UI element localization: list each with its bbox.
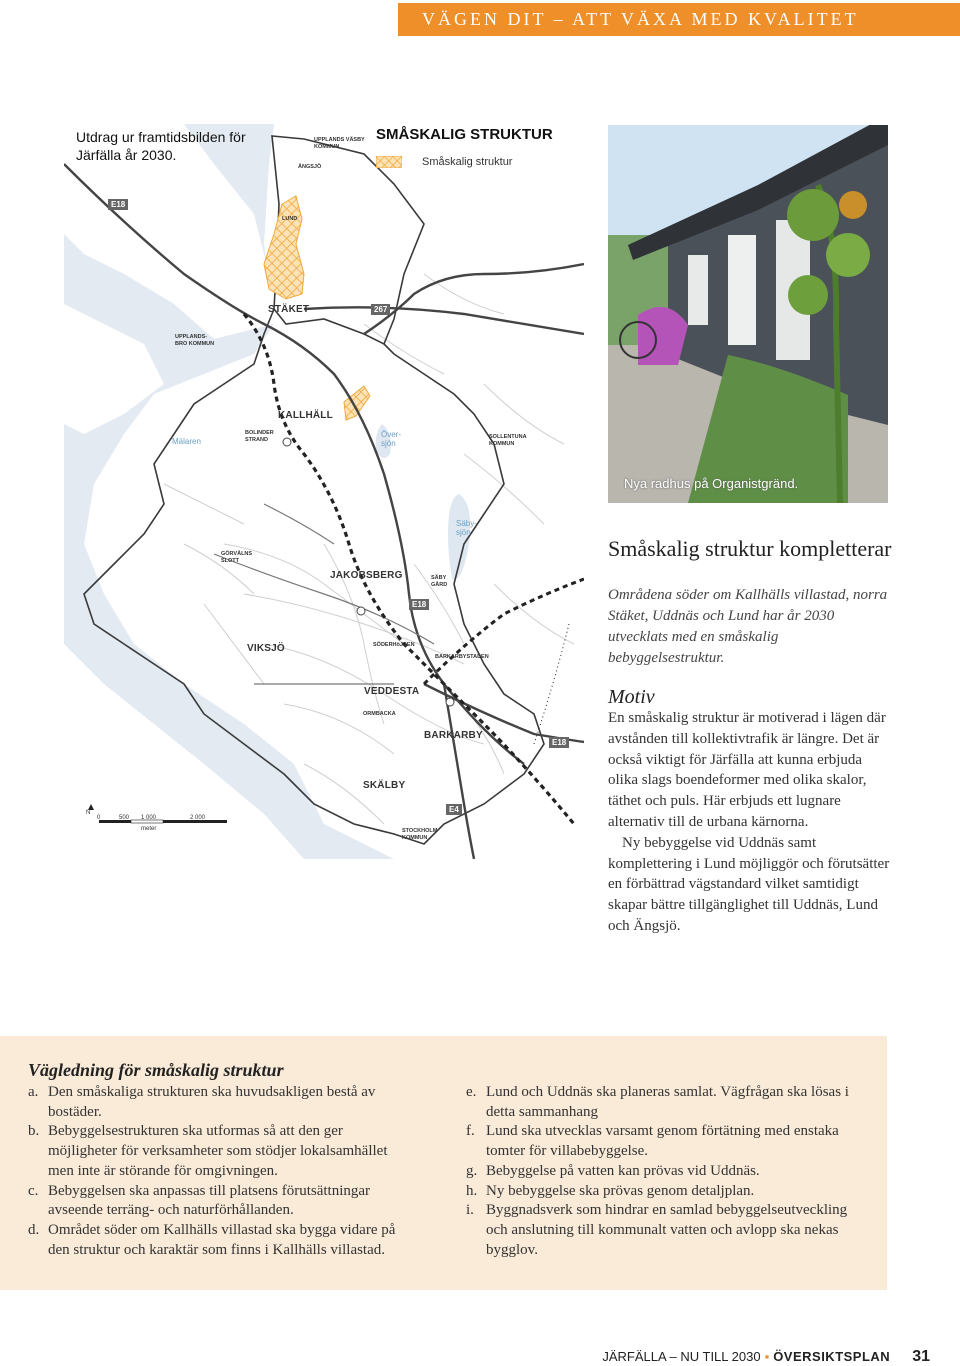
page-footer <box>602 1348 930 1366</box>
guidance-box <box>0 1036 887 1290</box>
item-text: Ny bebyggelse ska prövas genom detaljplan. <box>486 1182 755 1199</box>
item-letter: e. <box>466 1084 477 1100</box>
place-label: VEDDESTA <box>364 686 420 697</box>
guidance-list-right <box>466 1083 858 1260</box>
place-label-small: LUND <box>282 216 298 222</box>
body-paragraph: Ny bebyggelse vid Uddnäs samt komplettering i Lund möjliggör och förutsätter en förbättrad vägstandard vilket samtidigt skapar bättre tillgänglighet till Uddnäs, Lund och Ängsjö. <box>608 834 890 934</box>
guidance-heading: Vägledning för småskalig struktur <box>28 1060 284 1080</box>
scale-label: 500 <box>119 815 130 821</box>
guidance-item <box>466 1182 858 1202</box>
legend-label: Småskalig struktur <box>422 156 513 168</box>
item-text: Området söder om Kallhälls villastad ska bygga vidare på den struktur och karaktär som finns i Kallhälls villastad. <box>48 1221 396 1258</box>
guidance-item <box>466 1162 858 1182</box>
place-label-small: UPPLANDS-BRO KOMMUN <box>175 334 215 347</box>
road-shield: E18 <box>549 737 569 748</box>
guidance-item <box>466 1122 858 1161</box>
townhouse-photo <box>608 125 888 503</box>
place-label: VIKSJÖ <box>247 643 285 654</box>
article-intro: Områdena söder om Kallhälls villastad, norra Stäket, Uddnäs och Lund har år 2030 utvecklats med en småskalig bebyggelsestruktur. <box>608 587 888 666</box>
item-text: Lund och Uddnäs ska planeras samlat. Vägfrågan ska lösas i detta sammanhang <box>486 1084 849 1120</box>
motiv-heading: Motiv <box>608 686 655 708</box>
guidance-list-left <box>28 1083 408 1260</box>
water-label: Säby-sjön <box>456 519 477 537</box>
footer-separator-icon: ▪ <box>764 1349 770 1364</box>
municipality-map <box>64 124 584 859</box>
place-label-small: GÖRVÄLNS SLOTT <box>221 551 253 564</box>
page-number: 31 <box>912 1348 930 1365</box>
place-label-small: SÖDERHöJDEN <box>373 642 415 648</box>
item-text: Lund ska utvecklas varsamt genom förtätning med enstaka tomter för villabebyggelse. <box>486 1123 839 1160</box>
water-label: Mälaren <box>172 437 201 446</box>
item-letter: d. <box>28 1221 40 1238</box>
place-label: SKÄLBY <box>363 780 406 791</box>
guidance-item <box>466 1083 858 1122</box>
item-text: Bebyggelsestrukturen ska utformas så att den ger möjligheter för verksamheter som stödjer lokalsamhället men inte är störande för omgivningen. <box>48 1123 388 1179</box>
place-label-small: SOLLENTUNA KOMMUN <box>489 434 527 447</box>
footer-document-title: JÄRFÄLLA – NU TILL 2030 <box>602 1349 761 1364</box>
place-label: JAKOBSBERG <box>330 570 403 581</box>
item-text: Bebyggelsen ska anpassas till platsens förutsättningar avseende terräng- och naturförhållanden. <box>48 1182 371 1219</box>
scale-label: 0 <box>97 815 101 821</box>
article-heading: Småskalig struktur kompletterar <box>608 536 892 561</box>
scale-label: 1 000 <box>141 815 157 821</box>
guidance-item <box>28 1122 408 1181</box>
place-label: BARKARBY <box>424 730 483 741</box>
photo-caption: Nya radhus på Organistgränd. <box>624 476 799 491</box>
place-label-small: ORMBACKA <box>363 711 396 717</box>
road-shield: 267 <box>371 304 390 315</box>
footer-section-title: ÖVERSIKTSPLAN <box>773 1349 891 1364</box>
item-letter: h. <box>466 1182 478 1199</box>
item-letter: f. <box>466 1123 475 1140</box>
guidance-item <box>466 1201 858 1260</box>
guidance-item <box>28 1083 408 1122</box>
place-label-small: BOLINDER STRAND <box>245 430 274 443</box>
map-caption: Utdrag ur framtidsbilden för Järfälla år 2030. <box>76 129 246 163</box>
item-letter: i. <box>466 1202 474 1219</box>
item-letter: g. <box>466 1162 478 1179</box>
place-label-small: STOCKHOLM KOMMUN <box>402 828 438 841</box>
scale-label: 2 000 <box>190 815 206 821</box>
item-letter: a. <box>28 1084 39 1100</box>
guidance-item <box>28 1182 408 1221</box>
road-shield: E4 <box>446 804 462 815</box>
item-letter: b. <box>28 1123 40 1140</box>
place-label-small: BARKARBYSTADEN <box>435 654 489 660</box>
place-label-small: ÄNGSJÖ <box>298 164 322 170</box>
place-label-small: UPPLANDS VÄSBY KOMMUN <box>314 137 365 150</box>
item-text: Bebyggelse på vatten kan prövas vid Uddnäs. <box>486 1162 760 1179</box>
guidance-item <box>28 1221 408 1260</box>
article-body <box>608 708 890 937</box>
item-text: Den småskaliga strukturen ska huvudsakligen bestå av bostäder. <box>48 1084 376 1120</box>
item-text: Byggnadsverk som hindrar en samlad bebyggelseutveckling och anslutning till kommunalt vatten och avlopp ska nekas bygglov. <box>486 1202 848 1258</box>
scale-unit: meter <box>141 826 157 832</box>
legend-title: SMÅSKALIG STRUKTUR <box>376 126 553 143</box>
item-letter: c. <box>28 1182 39 1199</box>
section-banner: VÄGEN DIT – ATT VÄXA MED KVALITET <box>398 3 960 36</box>
place-label: STÄKET <box>268 304 310 315</box>
water-label: Över-sjön <box>381 430 401 448</box>
road-shield: E18 <box>108 199 128 210</box>
place-label: KALLHÄLL <box>278 410 333 421</box>
north-arrow-label: N <box>86 810 91 816</box>
body-paragraph: En småskalig struktur är motiverad i lägen där avstånden till kollektivtrafik är längre. Det är också viktigt för Järfälla att kunna erbjuda olika slags boendeformer med olika skalor, täthet och puls. Här erbjuds ett lugnare alternativ till de urbana kärnorna. <box>608 710 886 830</box>
place-label-small: SÄBY GÅRD <box>431 575 448 588</box>
legend-hatch-swatch <box>376 156 402 168</box>
road-shield: E18 <box>409 599 429 610</box>
